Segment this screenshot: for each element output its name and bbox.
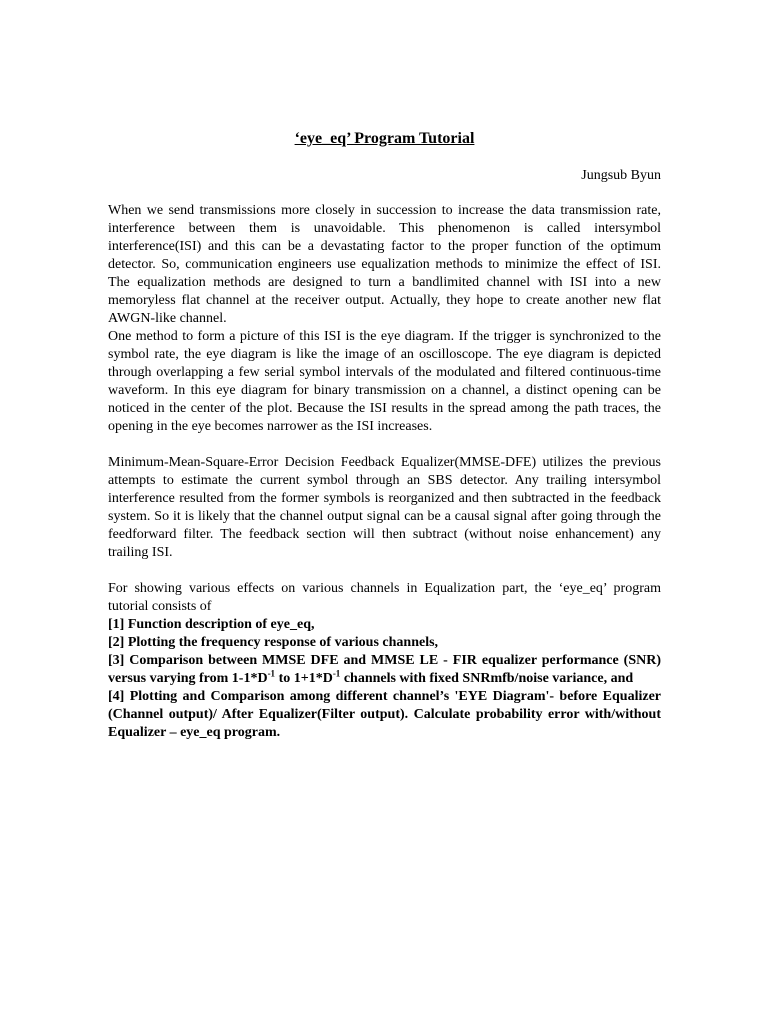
paragraph-eye-diagram: One method to form a picture of this ISI is the eye diagram. If the trigger is synchronized to the symbol rate, the eye diagram is like the image of an oscilloscope. The eye diagram is depicted through overlapping a few serial symbol intervals of the modulated and filtered continuous-time waveform. In this eye diagram for binary transmission on a channel, a distinct opening can be noticed in the center of the plot. Because the ISI results in the spread among the path traces, the opening in the eye becomes narrower as the ISI increases.	[108, 329, 661, 434]
paragraph-isi-intro: When we send transmissions more closely in succession to increase the data transmission rate, interference between them is unavoidable. This phenomenon is called intersymbol interference(ISI) and this can be a devastating factor to the proper function of the optimum detector. So, communication engineers use equalization methods to minimize the effect of ISI. The equalization methods are designed to turn a bandlimited channel with ISI into a new memoryless flat channel at the receiver output. Actually, they hope to create another new flat AWGN-like channel.	[108, 203, 661, 326]
paragraph-tutorial-contents: For showing various effects on various channels in Equalization part, the ‘eye_eq’ program tutorial consists of	[108, 581, 661, 614]
contents-item-4: [4] Plotting and Comparison among different channel’s 'EYE Diagram'- before Equalizer (Channel output)/ After Equalizer(Filter output). Calculate probability error with/without Equalizer – eye_eq program.	[108, 689, 661, 740]
contents-item-3	[108, 652, 661, 688]
document-title: ‘eye_eq’ Program Tutorial	[294, 130, 475, 147]
author-name: Jungsub Byun	[581, 168, 661, 183]
contents-item-2: [2] Plotting the frequency response of various channels,	[108, 635, 439, 650]
paragraph-spacer	[108, 562, 661, 580]
paragraph-mmse-dfe: Minimum-Mean-Square-Error Decision Feedback Equalizer(MMSE-DFE) utilizes the previous attempts to estimate the current symbol through an SBS detector. Any trailing intersymbol interference resulted from the former symbols is reorganized and then subtracted in the feedback system. So it is likely that the channel output signal can be a causal signal after going through the feedforward filter. The feedback section will then subtract (without noise enhancement) any trailing ISI.	[108, 455, 661, 560]
contents-item-3-text-a: [3] Comparison between MMSE DFE and MMSE LE - FIR equalizer performance (SNR) versus varying from 1-1*D	[108, 653, 661, 686]
contents-item-3-text-b: to 1+1*D	[275, 671, 333, 686]
contents-item-1: [1] Function description of eye_eq,	[108, 617, 315, 632]
paragraph-spacer	[108, 436, 661, 454]
document-body	[108, 202, 661, 742]
contents-item-3-text-c: channels with fixed SNRmfb/noise variance, and	[340, 671, 634, 686]
superscript-exponent: -1	[332, 668, 341, 679]
superscript-exponent: -1	[267, 668, 276, 679]
